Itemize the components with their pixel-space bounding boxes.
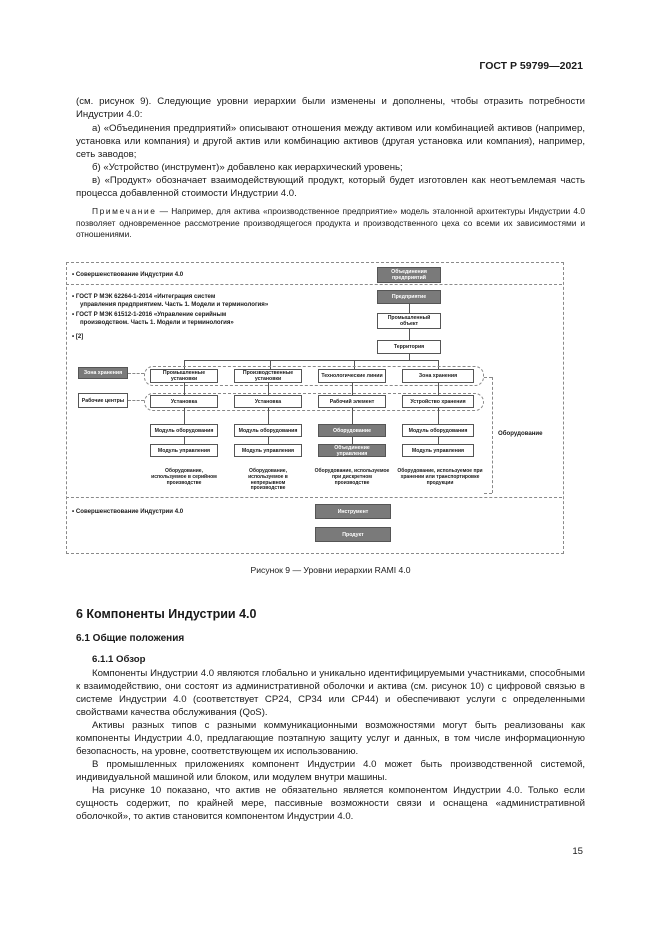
note — [76, 206, 585, 241]
figure-separator-bottom — [66, 497, 562, 498]
connector — [352, 408, 353, 424]
row-b-box-2: Установка — [234, 395, 302, 408]
row-c-box-3: Оборудование — [318, 424, 386, 437]
row-d-box-1: Модуль управления — [150, 444, 218, 457]
standard-number: ГОСТ Р 59799—2021 — [479, 60, 583, 72]
connector — [438, 408, 439, 424]
side-label-work-centers: Рабочие центры — [78, 393, 128, 408]
connector — [352, 383, 353, 395]
row-desc-4: Оборудование, используемое при хранении или транспортировке продукции — [397, 468, 483, 486]
figure-caption: Рисунок 9 — Уровни иерархии RAMI 4.0 — [250, 565, 411, 575]
connector — [268, 383, 269, 395]
body-paragraph-3: В промышленных приложениях компонент Индустрии 4.0 может быть производственной системой, индивидуальной машиной или блоком, или модулем внутри машины. — [76, 759, 585, 783]
row-b-box-3: Рабочий элемент — [318, 395, 386, 408]
connector — [184, 383, 185, 395]
connector — [268, 408, 269, 424]
body-paragraph-2: Активы разных типов с разными коммуникационными возможностями могут быть реализованы как компоненты Индустрии 4.0, предлагающие поэтапную защиту услуг и данных, в том числе информационную безопасность, на уровне, соответствующем их использованию. — [76, 720, 585, 757]
row-d-box-3: Объединение управления — [318, 444, 386, 457]
standard-ref-2a: • ГОСТ Р МЭК 61512-1-2016 «Управление серийным — [72, 311, 227, 318]
side-label-storage: Зона хранения — [78, 367, 128, 379]
intro-paragraph: (см. рисунок 9). Следующие уровни иерархии были изменены и дополнены, чтобы отразить потребности Индустрии 4.0: — [76, 96, 585, 120]
page-number: 15 — [572, 846, 583, 857]
row-c-box-1: Модуль оборудования — [150, 424, 218, 437]
enterprise-union-box: Объединения предприятий — [377, 267, 441, 283]
list-item-b: б) «Устройство (инструмент)» добавлено как иерархический уровень; — [92, 162, 403, 173]
note-label: Примечание — [92, 206, 157, 216]
connector — [184, 408, 185, 424]
row-a-box-2: Производственные установки — [234, 369, 302, 383]
section-title: 6 Компоненты Индустрии 4.0 — [76, 607, 257, 621]
device-box: Инструмент — [315, 504, 391, 519]
site-box: Промышленный объект — [377, 313, 441, 329]
connector — [438, 383, 439, 395]
row-c-box-4: Модуль оборудования — [402, 424, 474, 437]
equipment-bracket-bottom — [484, 493, 492, 494]
standard-ref-1a: • ГОСТ Р МЭК 62264-1-2014 «Интеграция систем — [72, 293, 216, 300]
enterprise-box: Предприятие — [377, 290, 441, 304]
row-a-box-4: Зона хранения — [402, 369, 474, 383]
row-a-box-1: Промышленные установки — [150, 369, 218, 383]
connector — [409, 329, 410, 340]
subsection-title: 6.1 Общие положения — [76, 633, 185, 644]
row-desc-3: Оборудование, используемое при дискретном производстве — [314, 468, 390, 486]
list-item-c: в) «Продукт» обозначает взаимодействующий продукт, который будет изготовлен как неотъемлемая часть процесса добавленной стоимости Индустрии 4.0. — [76, 175, 585, 199]
dashed-link — [128, 400, 144, 401]
row-d-box-4: Модуль управления — [402, 444, 474, 457]
connector — [352, 437, 353, 444]
standard-ref-2b: производством. Часть 1. Модели и терминология» — [80, 319, 234, 326]
equipment-bracket — [492, 377, 493, 493]
area-box: Территория — [377, 340, 441, 354]
standard-ref-1b: управления предприятием. Часть 1. Модели и терминология» — [80, 301, 269, 308]
body-paragraph-1: Компоненты Индустрии 4.0 являются глобально и уникально идентифицируемыми участниками, способными к взаимодействию, они состоят из административной оболочки и актива (см. рисунок 10) с цифровой связью в системе Индустрии 4.0 (соответствует CP24, CP34 или CP44) и обеспечивают услуги с определенными свойствами качества обслуживания (QoS). — [76, 668, 585, 718]
connector — [184, 360, 438, 361]
row-b-box-1: Установка — [150, 395, 218, 408]
row-c-box-2: Модуль оборудования — [234, 424, 302, 437]
connector — [268, 437, 269, 444]
body-paragraph-4: На рисунке 10 показано, что актив не обязательно является компонентом Индустрии 4.0. Только если сущность содержит, по крайней мере, пассивные возможности связи и оснащена «административной оболочкой», то актив становится компонентом Индустрии 4.0. — [76, 785, 585, 822]
row-last-label: • Совершенствование Индустрии 4.0 — [72, 508, 184, 515]
row1-label: • Совершенствование Индустрии 4.0 — [72, 271, 184, 278]
row-b-box-4: Устройство хранения — [402, 395, 474, 408]
row-desc-2: Оборудование, используемое в непрерывном производстве — [248, 468, 288, 492]
dashed-link — [128, 373, 144, 374]
connector — [409, 304, 410, 313]
equipment-bracket-top — [484, 377, 492, 378]
standard-ref-3: • [2] — [72, 333, 84, 340]
figure-separator-top — [66, 284, 562, 285]
product-box: Продукт — [315, 527, 391, 542]
note-text: — Например, для актива «производственное предприятие» модель эталонной архитектуры Индустрии 4.0 позволяет одновременное рассмотрение производящегося продукта и производственного цеха со всеми их зависимостями и отношениями. — [76, 206, 585, 239]
row-d-box-2: Модуль управления — [234, 444, 302, 457]
equipment-label: Оборудование — [498, 430, 543, 437]
row-desc-1: Оборудование, используемое в серийном производстве — [151, 468, 217, 486]
row-a-box-3: Технологические линии — [318, 369, 386, 383]
connector — [184, 437, 185, 444]
list-item-a: а) «Объединения предприятий» описывают отношения между активом или комбинацией активов (например, установка или компания) и другой актив или комбинацию активов (другая установка или компания), например, сеть заводов; — [76, 123, 585, 160]
subsubsection-title: 6.1.1 Обзор — [92, 654, 146, 665]
connector — [438, 437, 439, 444]
